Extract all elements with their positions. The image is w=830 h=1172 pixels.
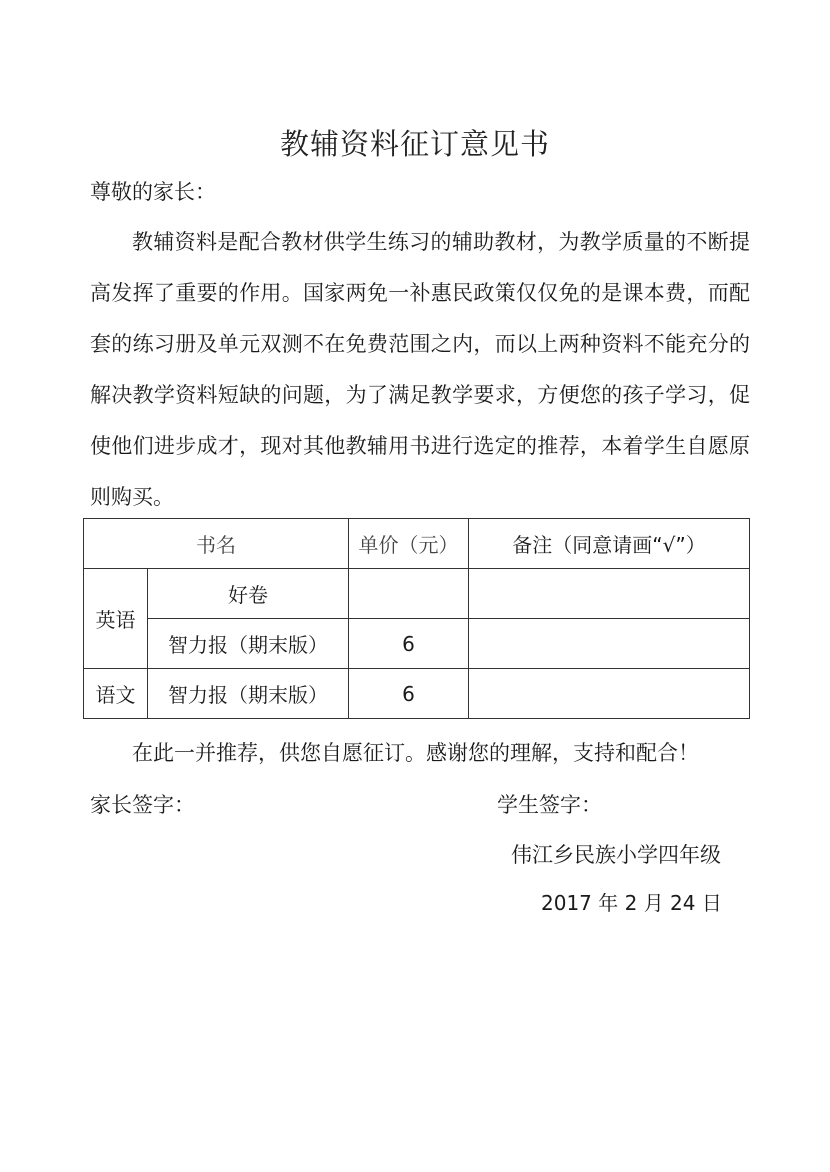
body-paragraph: 教辅资料是配合教材供学生练习的辅助教材，为教学质量的不断提高发挥了重要的作用。国家两免一补惠民政策仅仅免的是课本费，而配套的练习册及单元双测不在免费范围之内，而以上两种资料不能充分的解决教学资料短缺的问题，为了满足教学要求，方便您的孩子学习，促使他们进步成才，现对其他教辅用书进行选定的推荐，本着学生自愿原则购买。 — [90, 230, 750, 509]
book-cell: 好卷 — [148, 569, 349, 619]
table-header-row — [84, 519, 750, 569]
issue-date: 2017 年 2 月 24 日 — [541, 891, 722, 915]
table-row — [84, 669, 750, 719]
page-title: 教辅资料征订意见书 — [279, 127, 550, 161]
remark-cell[interactable] — [469, 569, 750, 619]
book-cell: 智力报（期末版） — [148, 619, 349, 669]
table-row — [84, 569, 750, 619]
price-cell — [349, 569, 469, 619]
student-signature-label: 学生签字： — [497, 793, 602, 817]
remark-cell[interactable] — [469, 619, 750, 669]
header-book-name: 书名 — [84, 519, 349, 569]
subject-cell: 英语 — [84, 569, 148, 669]
header-remarks: 备注（同意请画“√”） — [469, 519, 750, 569]
parent-signature-label: 家长签字： — [90, 793, 195, 817]
price-cell: 6 — [349, 669, 469, 719]
closing-line: 在此一并推荐，供您自愿征订。感谢您的理解，支持和配合！ — [132, 741, 699, 765]
header-unit-price: 单价（元） — [349, 519, 469, 569]
salutation: 尊敬的家长： — [90, 180, 216, 204]
book-cell: 智力报（期末版） — [148, 669, 349, 719]
table-row — [84, 619, 750, 669]
book-order-table — [83, 518, 750, 719]
school-name: 伟江乡民族小学四年级 — [511, 843, 721, 867]
price-cell: 6 — [349, 619, 469, 669]
remark-cell[interactable] — [469, 669, 750, 719]
subject-cell: 语文 — [84, 669, 148, 719]
